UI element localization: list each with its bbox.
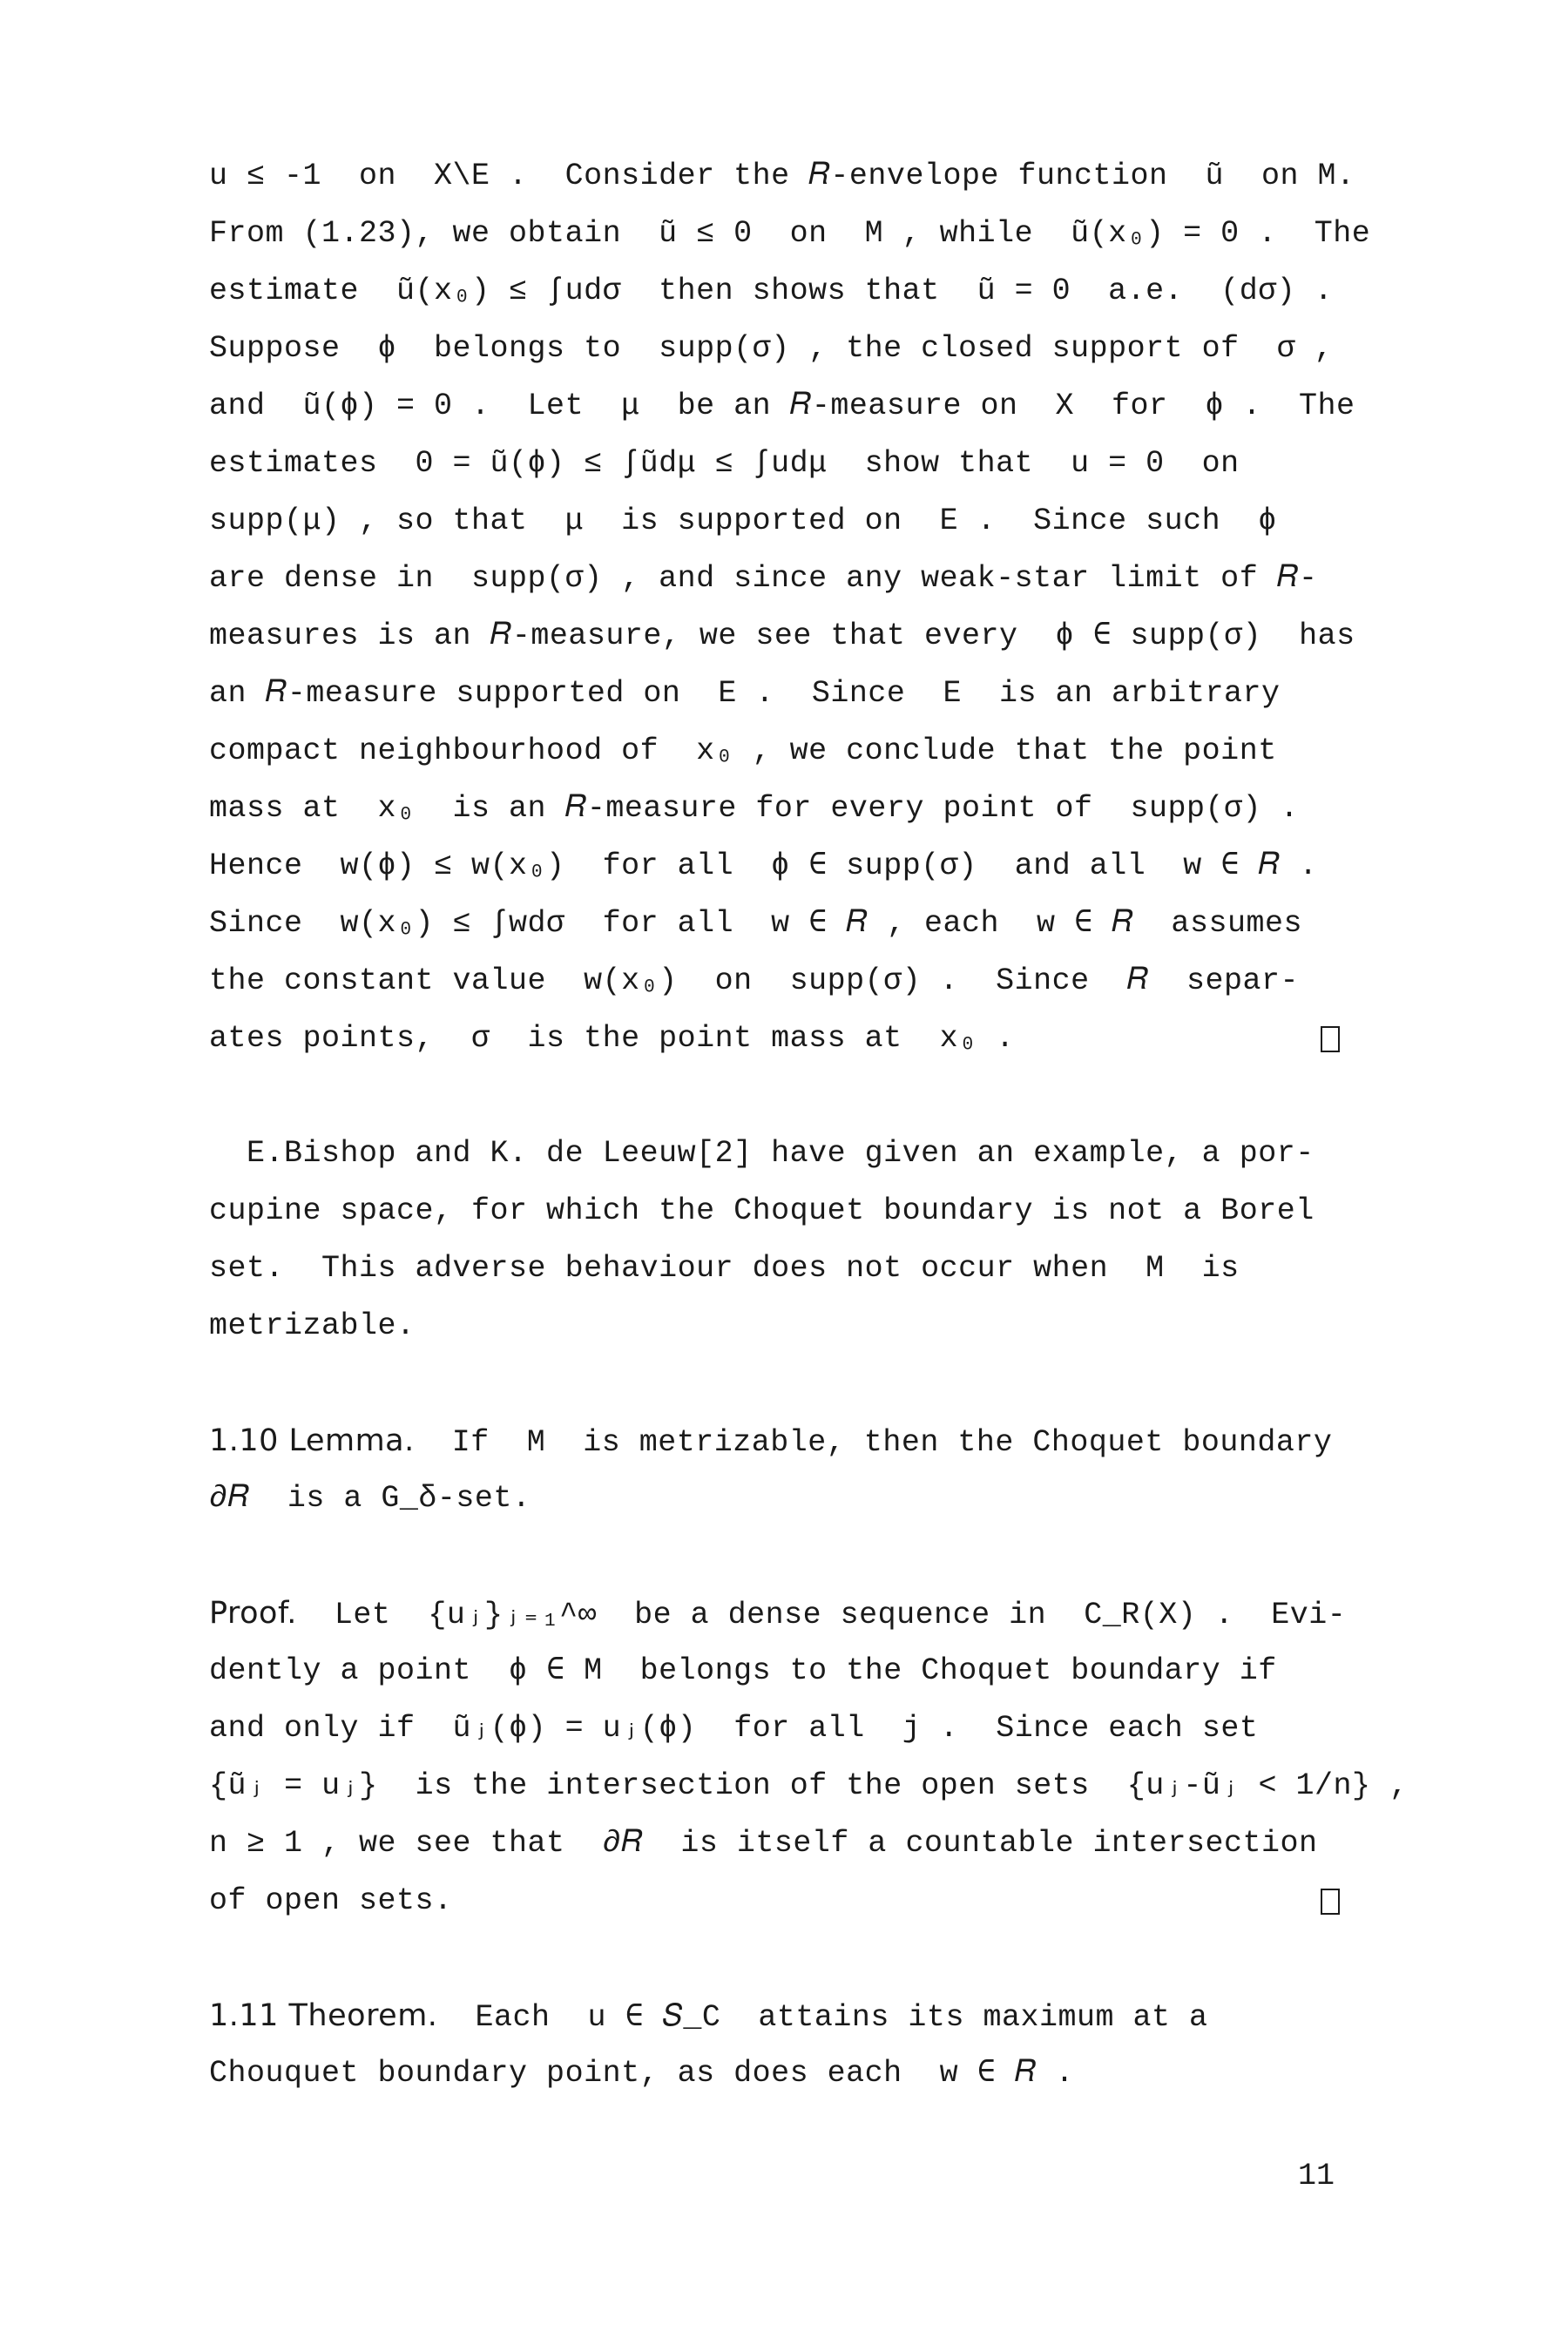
text-line: are dense in supp(σ) , and since any weak-star limit of 𝑅- [209,561,1318,596]
lemma-label: 1.10 Lemma. [209,1423,415,1458]
text-line: Since w(x₀) ≤ ∫wdσ for all w ∈ 𝑅 , each w ∈ 𝑅 assumes [209,906,1302,941]
text-line: E.Bishop and K. de Leeuw[2] have given an example, a por- [209,1136,1315,1171]
lemma-text: If M is metrizable, then the Choquet boundary [414,1425,1333,1460]
text-line: From (1.23), we obtain ũ ≤ 0 on M , while ũ(x₀) = 0 . The [209,216,1371,251]
text-line: an 𝑅-measure supported on E . Since E is an arbitrary [209,676,1281,711]
proof-text: Let {uⱼ}ⱼ₌₁^∞ be a dense sequence in C_R(X) . Evi- [296,1598,1347,1632]
text-line: Chouquet boundary point, as does each w ∈ 𝑅 . [209,2056,1075,2091]
text-line: ates points, σ is the point mass at x₀ . [209,1021,1015,1056]
text-line: of open sets. [209,1883,453,1918]
text-line: and only if ũⱼ(ϕ) = uⱼ(ϕ) for all j . Since each set [209,1711,1259,1746]
proof-label: Proof. [209,1596,297,1631]
theorem-text: Each u ∈ 𝑆_C attains its maximum at a [437,2000,1208,2035]
text-line: ∂𝑅 is a G_δ-set. [209,1481,531,1516]
text-line: and ũ(ϕ) = 0 . Let μ be an 𝑅-measure on X for ϕ . The [209,389,1355,423]
text-line: Hence w(ϕ) ≤ w(x₀) for all ϕ ∈ supp(σ) and all w ∈ 𝑅 . [209,848,1318,883]
qed-box-icon [1321,1889,1340,1915]
text-line: cupine space, for which the Choquet boundary is not a Borel [209,1193,1315,1228]
proof-start [209,1594,1346,1634]
text-line: compact neighbourhood of x₀ , we conclude that the point [209,733,1277,768]
lemma-statement [209,1422,1332,1462]
text-line: u ≤ -1 on X\E . Consider the 𝑅-envelope function ũ on M. [209,159,1355,193]
qed-box-icon [1321,1026,1340,1052]
text-line: dently a point ϕ ∈ M belongs to the Choquet boundary if [209,1653,1277,1688]
text-line: {ũⱼ = uⱼ} is the intersection of the open sets {uⱼ-ũⱼ < 1/n} , [209,1768,1409,1803]
text-line: metrizable. [209,1308,416,1343]
text-line: the constant value w(x₀) on supp(σ) . Since 𝑅 separ- [209,963,1300,998]
text-line: mass at x₀ is an 𝑅-measure for every point of supp(σ) . [209,791,1300,826]
text-line: n ≥ 1 , we see that ∂𝑅 is itself a countable intersection [209,1826,1318,1861]
page-number: 11 [1297,2159,1335,2193]
text-line: supp(μ) , so that μ is supported on E . Since such ϕ [209,504,1277,538]
text-line: set. This adverse behaviour does not occur when M is [209,1251,1240,1286]
text-line: Suppose ϕ belongs to supp(σ) , the closed support of σ , [209,331,1334,366]
text-line: estimates 0 = ũ(ϕ) ≤ ∫ũdμ ≤ ∫udμ show that u = 0 on [209,446,1240,481]
theorem-label: 1.11 Theorem. [209,1998,438,2033]
theorem-statement [209,1997,1208,2037]
text-line: measures is an 𝑅-measure, we see that every ϕ ∈ supp(σ) has [209,618,1355,653]
text-line: estimate ũ(x₀) ≤ ∫udσ then shows that ũ = 0 a.e. (dσ) . [209,274,1334,308]
